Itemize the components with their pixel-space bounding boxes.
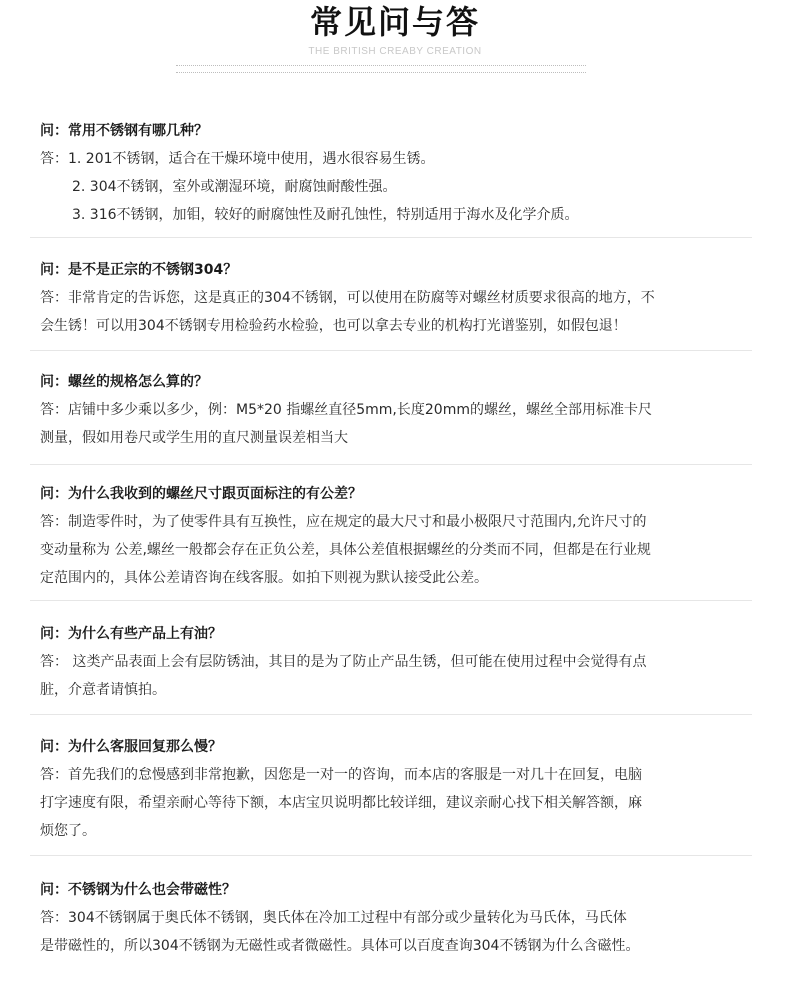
faq-answer-line: 脏，介意者请慎拍。 <box>40 682 166 698</box>
faq-answer-line: 2. 304不锈钢，室外或潮湿环境，耐腐蚀耐酸性强。 <box>72 179 397 195</box>
faq-question: 问：不锈钢为什么也会带磁性？ <box>40 882 236 898</box>
faq-separator <box>30 464 752 465</box>
faq-answer-line: 3. 316不锈钢，加钼，较好的耐腐蚀性及耐孔蚀性，特别适用于海水及化学介质。 <box>72 207 579 223</box>
faq-separator <box>30 350 752 351</box>
faq-answer-line: 是带磁性的，所以304不锈钢为无磁性或者微磁性。具体可以百度查询304不锈钢为什么含磁性。 <box>40 938 640 954</box>
faq-answer-line: 答：304不锈钢属于奥氏体不锈钢，奥氏体在冷加工过程中有部分或少量转化为马氏体，马氏体 <box>40 910 627 926</box>
faq-question: 问：是不是正宗的不锈钢304？ <box>40 262 238 278</box>
faq-item <box>40 480 756 592</box>
faq-separator <box>30 855 752 856</box>
page-header <box>0 0 790 80</box>
faq-item <box>40 117 756 229</box>
header-divider <box>176 65 586 66</box>
faq-answer-line: 答：店铺中多少乘以多少，例：M5*20 指螺丝直径5mm,长度20mm的螺丝，螺丝全部用标准卡尺 <box>40 402 652 418</box>
faq-question: 问：为什么客服回复那么慢？ <box>40 739 222 755</box>
faq-separator <box>30 714 752 715</box>
faq-answer-line: 答：首先我们的怠慢感到非常抱歉，因您是一对一的咨询，而本店的客服是一对几十在回复，电脑 <box>40 767 642 783</box>
faq-separator <box>30 600 752 601</box>
faq-question: 问：螺丝的规格怎么算的？ <box>40 374 208 390</box>
faq-question: 问：常用不锈钢有哪几种？ <box>40 123 208 139</box>
faq-separator <box>30 237 752 238</box>
faq-answer-line: 答：非常肯定的告诉您，这是真正的304不锈钢，可以使用在防腐等对螺丝材质要求很高的地方，不 <box>40 290 655 306</box>
faq-item <box>40 876 756 960</box>
faq-question: 问：为什么我收到的螺丝尺寸跟页面标注的有公差？ <box>40 486 362 502</box>
faq-answer-line: 测量，假如用卷尺或学生用的直尺测量误差相当大 <box>40 430 348 446</box>
faq-answer-line: 打字速度有限，希望亲耐心等待下额，本店宝贝说明都比较详细，建议亲耐心找下相关解答额，麻 <box>40 795 642 811</box>
faq-answer-line: 烦您了。 <box>40 823 96 839</box>
faq-item <box>40 733 756 845</box>
faq-answer-line: 会生锈！可以用304不锈钢专用检验药水检验，也可以拿去专业的机构打光谱鉴别，如假包退！ <box>40 318 627 334</box>
page-subtitle: THE BRITISH CREABY CREATION <box>308 46 482 57</box>
faq-answer-line: 答：1. 201不锈钢，适合在干燥环境中使用，遇水很容易生锈。 <box>40 151 435 167</box>
faq-answer-line: 答： 这类产品表面上会有层防锈油，其目的是为了防止产品生锈，但可能在使用过程中会觉得有点 <box>40 654 647 670</box>
faq-answer-line: 变动量称为 公差,螺丝一般都会存在正负公差，具体公差值根据螺丝的分类而不同，但都是在行业规 <box>40 542 651 558</box>
faq-item <box>40 620 756 704</box>
faq-answer-line: 答：制造零件时，为了使零件具有互换性，应在规定的最大尺寸和最小极限尺寸范围内,允许尺寸的 <box>40 514 647 530</box>
page-title: 常见问与答 <box>309 3 480 41</box>
faq-item <box>40 368 756 452</box>
faq-answer-line: 定范围内的，具体公差请咨询在线客服。如拍下则视为默认接受此公差。 <box>40 570 488 586</box>
faq-question: 问：为什么有些产品上有油？ <box>40 626 222 642</box>
faq-item <box>40 256 756 340</box>
header-divider <box>176 72 586 73</box>
